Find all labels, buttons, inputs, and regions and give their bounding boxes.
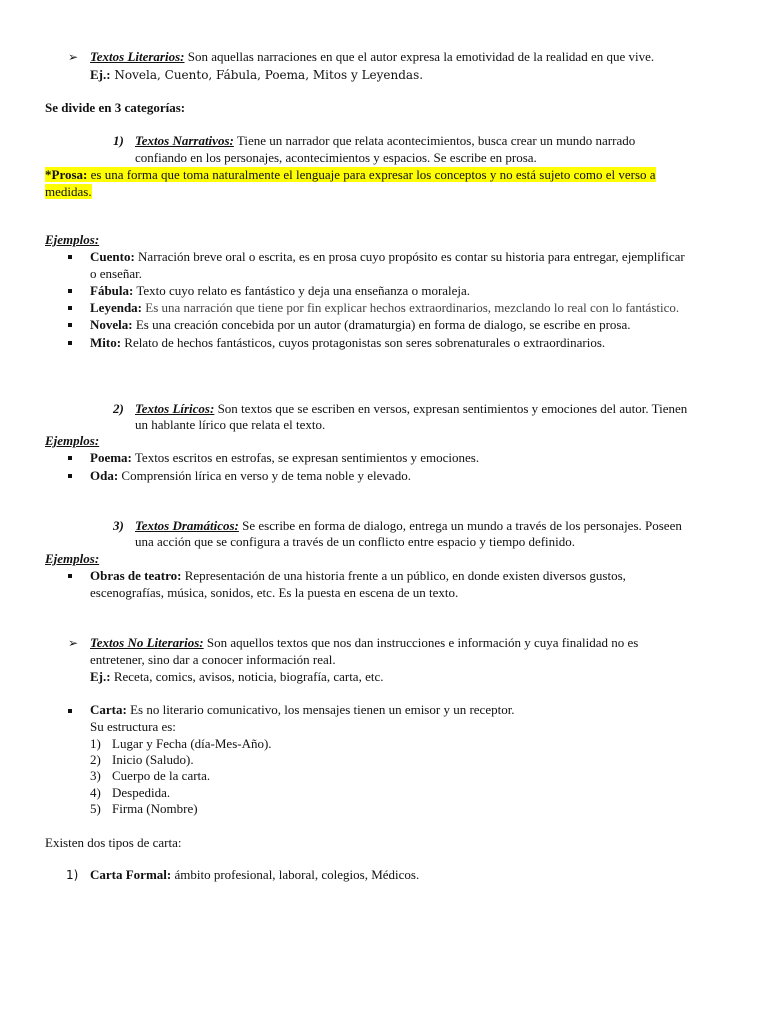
item-label: Fábula: bbox=[90, 283, 134, 298]
item-label: Leyenda: bbox=[90, 300, 142, 315]
liricos-line2: un hablante lírico que relata el texto. bbox=[135, 417, 326, 432]
item-label: Cuento: bbox=[90, 249, 135, 264]
dramaticos-line1 bbox=[113, 517, 682, 534]
liricos-line1 bbox=[113, 400, 687, 417]
arrow-bullet-icon: ➢ bbox=[68, 636, 79, 650]
carta-formal-line bbox=[66, 866, 419, 884]
list-item bbox=[90, 800, 198, 817]
item-label: Oda: bbox=[90, 468, 119, 483]
divide-heading: Se divide en 3 categorías: bbox=[45, 100, 186, 115]
no-literarios-ej bbox=[90, 668, 383, 685]
square-bullet-icon bbox=[68, 474, 72, 478]
square-bullet-icon bbox=[68, 709, 72, 713]
list-item bbox=[90, 248, 730, 265]
square-bullet-icon bbox=[68, 456, 72, 460]
list-item bbox=[90, 299, 679, 316]
list-item bbox=[90, 316, 631, 333]
item-number: 1) bbox=[66, 868, 79, 882]
dramaticos-line2: una acción que se configura a través de un conflicto entre espacio y tiempo definido. bbox=[135, 534, 576, 549]
prosa-text1: es una forma que toma naturalmente el lenguaje para expresar los conceptos y no está sujeto como el verso a bbox=[87, 167, 656, 182]
carta-formal-text: ámbito profesional, laboral, colegios, Médicos. bbox=[171, 867, 420, 882]
ejemplos-label: Ejemplos: bbox=[45, 551, 100, 566]
arrow-bullet-icon: ➢ bbox=[68, 50, 79, 64]
item-number: 3) bbox=[90, 768, 101, 783]
item-text: Es una narración que tiene por fin explicar hechos extraordinarios, mezclando lo real con lo fantástico. bbox=[142, 300, 680, 315]
no-literarios-title: Textos No Literarios: bbox=[90, 635, 204, 650]
liricos-number: 2) bbox=[113, 401, 124, 416]
item-text: Lugar y Fecha (día-Mes-Año). bbox=[112, 736, 272, 751]
item-text: Narración breve oral o escrita, es en prosa cuyo propósito es contar su historia para entregar, ejemplificar bbox=[134, 249, 685, 264]
item-text: Texto cuyo relato es fantástico y deja una enseñanza o moraleja. bbox=[133, 283, 471, 298]
list-item bbox=[90, 334, 605, 351]
list-item bbox=[90, 449, 479, 466]
item-text-cont: escenografías, música, sonidos, etc. Es la puesta en escena de un texto. bbox=[90, 585, 459, 600]
ej-label: Ej.: bbox=[90, 67, 111, 82]
square-bullet-icon bbox=[68, 341, 72, 345]
narrativos-line2: confiando en los personajes, acontecimientos y espacios. Se escribe en prosa. bbox=[135, 150, 537, 165]
item-text: Comprensión lírica en verso y de tema noble y elevado. bbox=[118, 468, 411, 483]
item-text: Representación de una historia frente a un público, en donde existen diversos gustos, bbox=[181, 568, 626, 583]
item-text: Textos escritos en estrofas, se expresan sentimientos y emociones. bbox=[131, 450, 480, 465]
narrativos-number: 1) bbox=[113, 133, 124, 148]
square-bullet-icon bbox=[68, 323, 72, 327]
item-text: Relato de hechos fantásticos, cuyos protagonistas son seres sobrenaturales o extraordinarios. bbox=[121, 335, 606, 350]
list-item bbox=[90, 735, 272, 752]
carta-label: Carta: bbox=[90, 702, 127, 717]
ej-text: Receta, comics, avisos, noticia, biografía, carta, etc. bbox=[110, 669, 384, 684]
square-bullet-icon bbox=[68, 306, 72, 310]
carta-formal-label: Carta Formal: bbox=[90, 867, 172, 882]
item-number: 5) bbox=[90, 801, 101, 816]
item-text: Despedida. bbox=[112, 785, 171, 800]
square-bullet-icon bbox=[68, 255, 72, 259]
no-literarios-line2: entretener, sino dar a conocer información real. bbox=[90, 652, 336, 667]
ejemplos-label: Ejemplos: bbox=[45, 232, 100, 247]
square-bullet-icon bbox=[68, 289, 72, 293]
list-item bbox=[90, 751, 194, 768]
dramaticos-number: 3) bbox=[113, 518, 124, 533]
prosa-text2: medidas. bbox=[45, 184, 92, 199]
textos-literarios-text: Son aquellas narraciones en que el autor expresa la emotividad de la realidad en que vive. bbox=[184, 49, 655, 64]
tipos-carta: Existen dos tipos de carta: bbox=[45, 835, 182, 850]
item-number: 4) bbox=[90, 785, 101, 800]
list-item bbox=[90, 467, 411, 484]
ej-label: Ej.: bbox=[90, 669, 111, 684]
liricos-text1: Son textos que se escriben en versos, expresan sentimientos y emociones del autor. Tienen bbox=[214, 401, 688, 416]
item-label: Poema: bbox=[90, 450, 132, 465]
carta-line bbox=[90, 701, 515, 718]
item-number: 1) bbox=[90, 736, 101, 751]
dramaticos-text1: Se escribe en forma de dialogo, entrega un mundo a través de los personajes. Poseen bbox=[238, 518, 682, 533]
list-item bbox=[90, 282, 470, 299]
carta-text: Es no literario comunicativo, los mensajes tienen un emisor y un receptor. bbox=[126, 702, 515, 717]
ejemplos-label: Ejemplos: bbox=[45, 433, 100, 448]
ej-text: Novela, Cuento, Fábula, Poema, Mitos y Leyendas. bbox=[110, 68, 424, 82]
prosa-note bbox=[45, 166, 725, 200]
square-bullet-icon bbox=[68, 574, 72, 578]
item-text: Es una creación concebida por un autor (dramaturgia) en forma de dialogo, se escribe en prosa. bbox=[132, 317, 631, 332]
item-text: Cuerpo de la carta. bbox=[112, 768, 211, 783]
dramaticos-title: Textos Dramáticos: bbox=[135, 518, 239, 533]
item-text: Inicio (Saludo). bbox=[112, 752, 194, 767]
item-label: Obras de teatro: bbox=[90, 568, 182, 583]
textos-literarios-line bbox=[90, 48, 654, 65]
prosa-label: *Prosa: bbox=[45, 167, 88, 182]
list-item bbox=[90, 767, 210, 784]
item-label: Novela: bbox=[90, 317, 133, 332]
list-item bbox=[90, 567, 730, 584]
item-text-cont: o enseñar. bbox=[90, 266, 142, 281]
carta-estructura: Su estructura es: bbox=[90, 719, 176, 734]
item-label: Mito: bbox=[90, 335, 122, 350]
narrativos-title: Textos Narrativos: bbox=[135, 133, 234, 148]
no-literarios-text1: Son aquellos textos que nos dan instrucciones e información y cuya finalidad no es bbox=[203, 635, 639, 650]
no-literarios-line1 bbox=[90, 634, 638, 651]
narrativos-line1 bbox=[113, 132, 635, 149]
narrativos-text1: Tiene un narrador que relata acontecimientos, busca crear un mundo narrado bbox=[233, 133, 636, 148]
textos-literarios-ej bbox=[90, 66, 423, 84]
textos-literarios-title: Textos Literarios: bbox=[90, 49, 185, 64]
item-number: 2) bbox=[90, 752, 101, 767]
list-item bbox=[90, 784, 170, 801]
item-text: Firma (Nombre) bbox=[112, 801, 198, 816]
liricos-title: Textos Líricos: bbox=[135, 401, 215, 416]
